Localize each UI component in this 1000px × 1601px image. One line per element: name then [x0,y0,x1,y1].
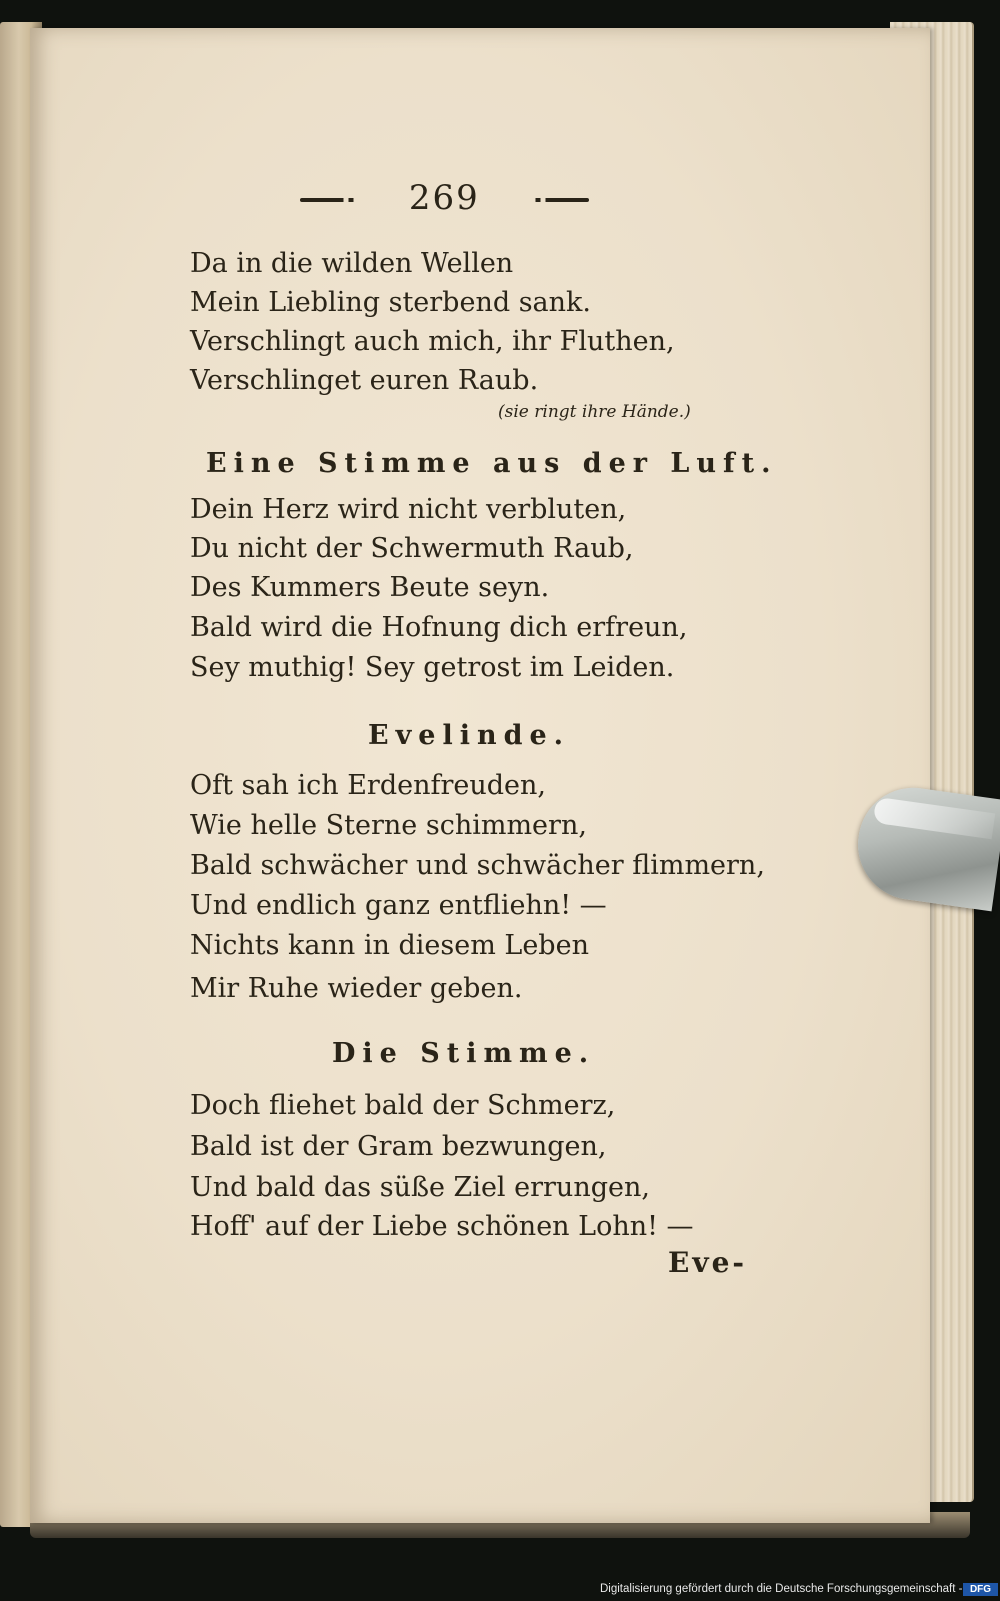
verse-line: Und bald das süße Ziel errungen, [190,1172,650,1203]
verse-line: Wie helle Sterne schimmern, [190,810,587,841]
verse-line: Hoff' auf der Liebe schönen Lohn! — [190,1211,694,1242]
verse-line: Doch fliehet bald der Schmerz, [190,1090,616,1121]
verse-line: Des Kummers Beute seyn. [190,572,550,603]
speaker-heading: Die Stimme. [332,1038,596,1069]
dfg-logo: DFG [963,1583,998,1596]
verse-line: Du nicht der Schwermuth Raub, [190,533,634,564]
page-number: 269 [300,178,570,218]
verse-line: Verschlinget euren Raub. [190,365,539,396]
ornament-right-icon [527,197,589,203]
verse-line: Mir Ruhe wieder geben. [190,973,523,1004]
verse-line: Bald wird die Hofnung dich erfreun, [190,612,688,643]
stage-direction: (sie ringt ihre Hände.) [498,402,691,422]
ornament-left-icon [300,197,362,203]
verse-line: Da in die wilden Wellen [190,248,514,279]
verse-line: Mein Liebling sterbend sank. [190,287,591,318]
verse-line: Oft sah ich Erdenfreuden, [190,770,546,801]
verse-line: Dein Herz wird nicht verbluten, [190,494,627,525]
digitization-credit: Digitalisierung gefördert durch die Deutsche Forschungsgemeinschaft - [600,1583,963,1595]
verse-line: Nichts kann in diesem Leben [190,930,589,961]
catchword: Eve- [668,1246,748,1279]
verse-line: Sey muthig! Sey getrost im Leiden. [190,652,675,683]
verse-line: Bald ist der Gram bezwungen, [190,1131,607,1162]
verse-line: Bald schwächer und schwächer flimmern, [190,850,765,881]
speaker-heading: Eine Stimme aus der Luft. [206,448,778,479]
verse-line: Und endlich ganz entfliehn! — [190,890,607,921]
verse-line: Verschlingt auch mich, ihr Fluthen, [190,326,675,357]
speaker-heading: Evelinde. [368,720,571,751]
